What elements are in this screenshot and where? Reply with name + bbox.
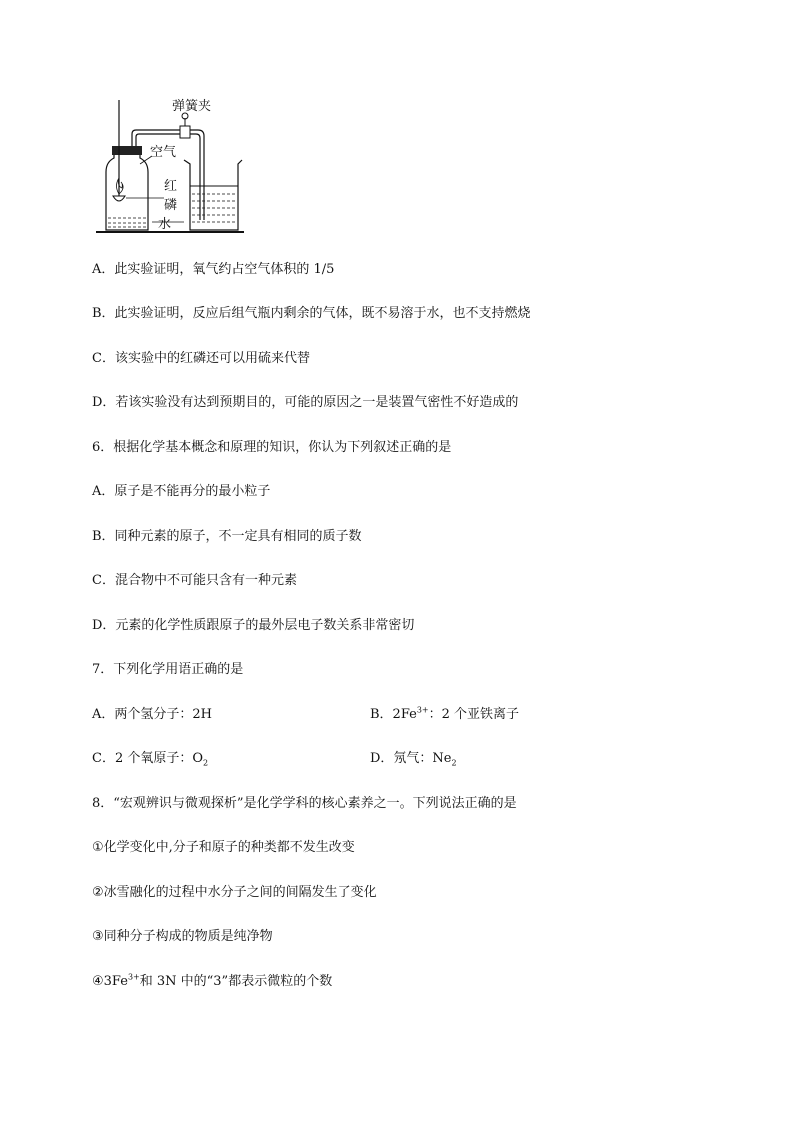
q5-option-a: A．此实验证明，氧气约占空气体积的 1/5 <box>92 262 335 277</box>
q6-option-a: A．原子是不能再分的最小粒子 <box>92 484 271 499</box>
q6-option-c: C．混合物中不可能只含有一种元素 <box>92 573 297 588</box>
combustion-spoon <box>113 196 125 201</box>
stopper <box>112 146 142 155</box>
q6-option-d: D．元素的化学性质跟原子的最外层电子数关系非常密切 <box>92 618 415 633</box>
gas-jar <box>106 152 148 230</box>
spring-clamp-icon <box>180 113 190 138</box>
q7-option-d: D．氖气：$Ne_2$ <box>370 751 457 768</box>
label-air: 空气 <box>150 145 177 160</box>
flame <box>117 178 124 194</box>
apparatus-figure <box>92 92 252 238</box>
label-phosphorus-2: 磷 <box>164 198 178 213</box>
q8-statement-4: $④3Fe^{3+}$和 3N 中的“3”都表示微粒的个数 <box>92 972 333 989</box>
q5-option-d: D．若该实验没有达到预期目的，可能的原因之一是装置气密性不好造成的 <box>92 395 519 410</box>
q8-statement-1: ①化学变化中,分子和原子的种类都不发生改变 <box>92 840 355 855</box>
q7-option-c: C．2 个氧原子：$O_2$ <box>92 751 209 768</box>
q7-option-b: B．$2Fe^{3+}$：2 个亚铁离子 <box>370 705 520 722</box>
q7-option-a: A．两个氢分子：2H <box>92 707 212 722</box>
beaker <box>184 160 242 230</box>
q8-statement-2: ②冰雪融化的过程中水分子之间的间隔发生了变化 <box>92 885 377 900</box>
label-clamp: 弹簧夹 <box>172 99 212 114</box>
q7-stem: 7．下列化学用语正确的是 <box>92 662 244 677</box>
q6-stem: 6．根据化学基本概念和原理的知识，你认为下列叙述正确的是 <box>92 440 452 455</box>
label-water: 水 <box>158 217 172 232</box>
q8-stem: 8．“宏观辨识与微观探析”是化学学科的核心素养之一。下列说法正确的是 <box>92 796 517 811</box>
q6-option-b: B．同种元素的原子，不一定具有相同的质子数 <box>92 529 362 544</box>
q8-statement-3: ③同种分子构成的物质是纯净物 <box>92 929 273 944</box>
label-phosphorus-1: 红 <box>164 179 178 194</box>
q5-option-c: C．该实验中的红磷还可以用硫来代替 <box>92 351 310 366</box>
q5-option-b: B．此实验证明，反应后组气瓶内剩余的气体，既不易溶于水，也不支持燃烧 <box>92 306 531 321</box>
